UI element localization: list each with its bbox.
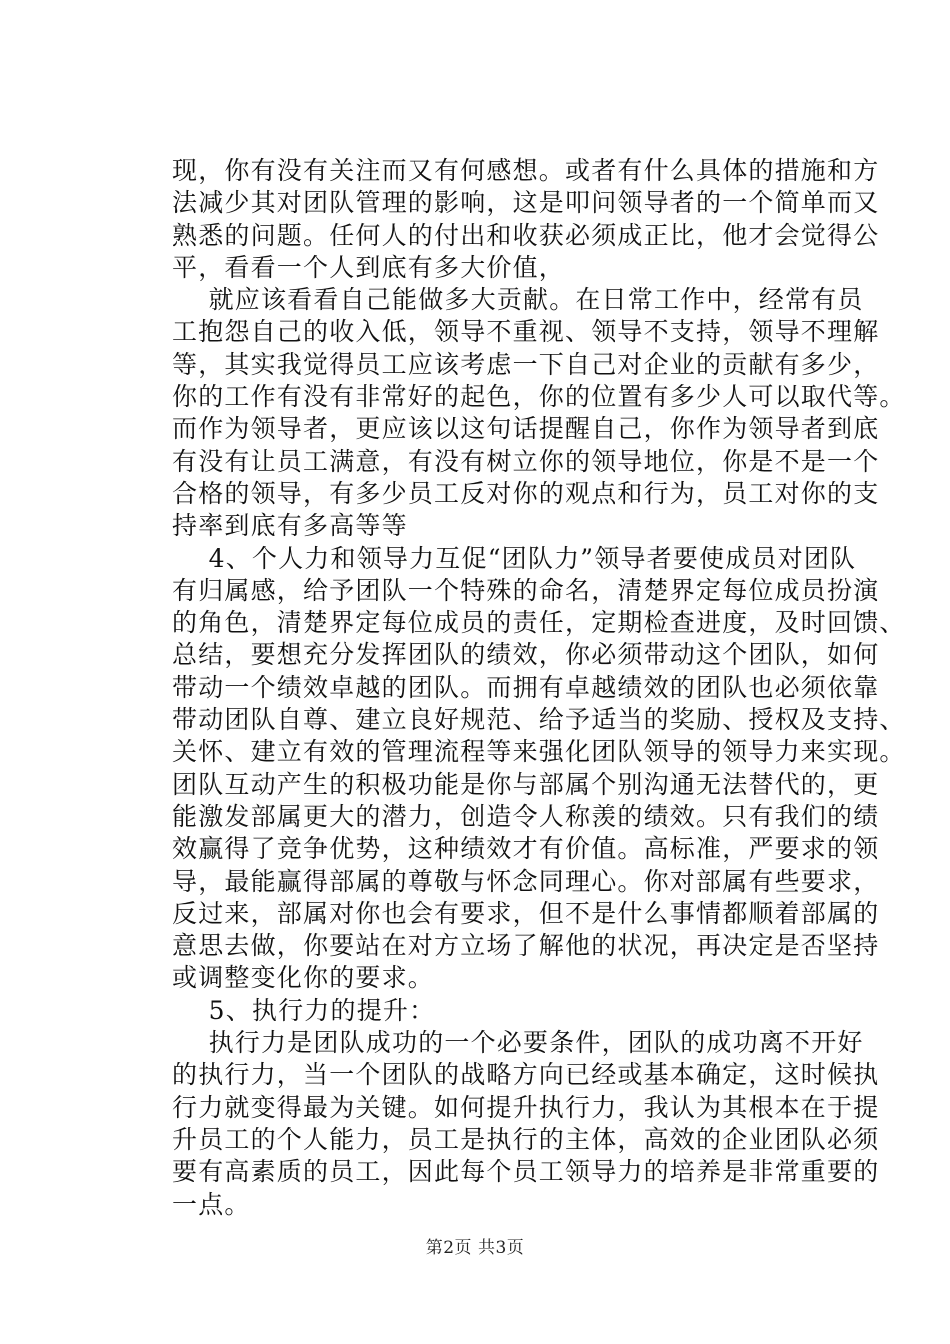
document-body [172, 155, 906, 1221]
text-line: 5、执行力的提升： [172, 995, 436, 1025]
text-line: 要有高素质的员工，因此每个员工领导力的培养是非常重要的 [172, 1157, 880, 1187]
text-line: 或调整变化你的要求。 [172, 963, 435, 993]
text-line: 团队互动产生的积极功能是你与部属个别沟通无法替代的，更 [172, 769, 880, 799]
text-line: 行力就变得最为关键。如何提升执行力，我认为其根本在于提 [172, 1092, 880, 1122]
text-line: 反过来，部属对你也会有要求，但不是什么事情都顺着部属的 [172, 898, 880, 928]
text-line: 有没有让员工满意，有没有树立你的领导地位，你是不是一个 [172, 446, 880, 476]
text-line: 而作为领导者，更应该以这句话提醒自己，你作为领导者到底 [172, 414, 880, 444]
text-line: 关怀、建立有效的管理流程等来强化团队领导的领导力来实现。 [172, 737, 906, 767]
text-line: 熟悉的问题。任何人的付出和收获必须成正比，他才会觉得公 [172, 220, 880, 250]
page-number: 第2页 共3页 [425, 1238, 525, 1258]
text-line: 法减少其对团队管理的影响，这是叩问领导者的一个简单而又 [172, 188, 880, 218]
text-line: 导，最能赢得部属的尊敬与怀念同理心。你对部属有些要求， [172, 866, 880, 896]
text-line: 的角色，清楚界定每位成员的责任，定期检查进度，及时回馈、 [172, 608, 906, 638]
text-line: 效赢得了竞争优势，这种绩效才有价值。高标准，严要求的领 [172, 834, 880, 864]
text-line: 的执行力，当一个团队的战略方向已经或基本确定，这时候执 [172, 1060, 880, 1090]
text-line: 执行力是团队成功的一个必要条件，团队的成功离不开好 [172, 1028, 864, 1058]
text-line: 升员工的个人能力，员工是执行的主体，高效的企业团队必须 [172, 1124, 880, 1154]
text-line: 意思去做，你要站在对方立场了解他的状况，再决定是否坚持 [172, 931, 880, 961]
text-line: 有归属感，给予团队一个特殊的命名，清楚界定每位成员扮演 [172, 575, 880, 605]
text-line: 你的工作有没有非常好的起色，你的位置有多少人可以取代等。 [172, 382, 906, 412]
text-line: 带动团队自尊、建立良好规范、给予适当的奖励、授权及支持、 [172, 705, 906, 735]
text-line: 就应该看看自己能做多大贡献。在日常工作中，经常有员 [172, 285, 864, 315]
text-line: 持率到底有多高等等 [172, 511, 408, 541]
text-line: 一点。 [172, 1189, 251, 1219]
text-line: 平，看看一个人到底有多大价值， [172, 252, 566, 282]
text-line: 等，其实我觉得员工应该考虑一下自己对企业的贡献有多少， [172, 349, 880, 379]
text-line: 总结，要想充分发挥团队的绩效，你必须带动这个团队，如何 [172, 640, 880, 670]
text-line: 带动一个绩效卓越的团队。而拥有卓越绩效的团队也必须依靠 [172, 672, 880, 702]
text-line: 合格的领导，有多少员工反对你的观点和行为，员工对你的支 [172, 478, 880, 508]
text-line: 工抱怨自己的收入低，领导不重视、领导不支持，领导不理解 [172, 317, 880, 347]
text-line: 能激发部属更大的潜力，创造令人称羡的绩效。只有我们的绩 [172, 801, 880, 831]
text-line: 4、个人力和领导力互促“团队力”领导者要使成员对团队 [172, 543, 857, 573]
text-line: 现，你有没有关注而又有何感想。或者有什么具体的措施和方 [172, 156, 880, 185]
